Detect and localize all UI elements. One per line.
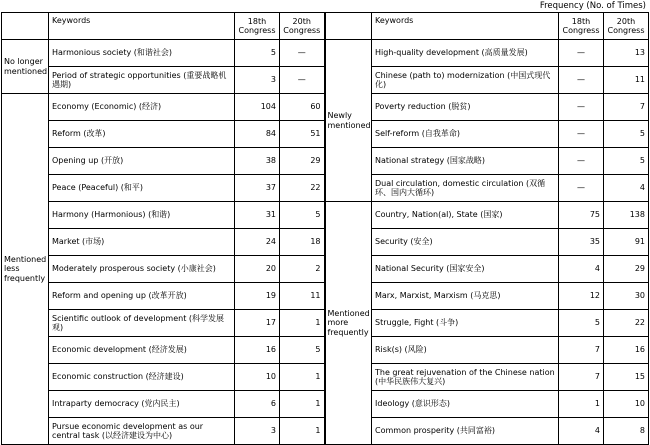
- right-keyword-cell: Ideology (意识形态): [372, 391, 559, 418]
- left-18th-value: 37: [235, 175, 280, 202]
- right-keyword-cell: High-quality development (高质量发展): [372, 40, 559, 67]
- right-keyword-cell: Security (安全): [372, 229, 559, 256]
- left-category-label: Mentioned less frequently: [2, 94, 49, 445]
- right-category-label: Newly mentioned: [325, 40, 372, 202]
- right-20th-value: 15: [604, 364, 649, 391]
- header-row: [2, 13, 649, 40]
- frequency-note: Frequency (No. of Times): [539, 1, 646, 11]
- right-18th-value: 5: [559, 310, 604, 337]
- right-18th-value: —: [559, 94, 604, 121]
- left-20th-header: 20th Congress: [280, 13, 325, 40]
- right-20th-value: 8: [604, 418, 649, 445]
- left-keyword-cell: Opening up (开放): [49, 148, 235, 175]
- left-20th-value: 18: [280, 229, 325, 256]
- right-18th-value: —: [559, 67, 604, 94]
- right-keyword-cell: Self-reform (自我革命): [372, 121, 559, 148]
- left-20th-value: 1: [280, 310, 325, 337]
- left-18th-header: 18th Congress: [235, 13, 280, 40]
- right-keyword-cell: Marx, Marxist, Marxism (马克思): [372, 283, 559, 310]
- right-20th-value: 138: [604, 202, 649, 229]
- left-18th-value: 24: [235, 229, 280, 256]
- right-20th-value: 4: [604, 175, 649, 202]
- left-18th-value: 20: [235, 256, 280, 283]
- left-keyword-cell: Moderately prosperous society (小康社会): [49, 256, 235, 283]
- right-18th-value: 35: [559, 229, 604, 256]
- table-row: [2, 40, 649, 67]
- right-20th-value: 13: [604, 40, 649, 67]
- table-row: [2, 202, 649, 229]
- right-category-label: Mentioned more frequently: [325, 202, 372, 445]
- right-keyword-cell: Country, Nation(al), State (国家): [372, 202, 559, 229]
- right-18th-header: 18th Congress: [559, 13, 604, 40]
- left-keyword-cell: Period of strategic opportunities (重要战略机遇期): [49, 67, 235, 94]
- left-20th-value: 5: [280, 337, 325, 364]
- left-keyword-cell: Peace (Peaceful) (和平): [49, 175, 235, 202]
- right-18th-value: 7: [559, 364, 604, 391]
- right-18th-value: 12: [559, 283, 604, 310]
- left-18th-value: 84: [235, 121, 280, 148]
- right-keyword-cell: Chinese (path to) modernization (中国式现代化): [372, 67, 559, 94]
- right-keyword-cell: Risk(s) (风险): [372, 337, 559, 364]
- left-18th-value: 3: [235, 418, 280, 445]
- right-20th-header: 20th Congress: [604, 13, 649, 40]
- left-18th-value: 3: [235, 67, 280, 94]
- left-18th-value: 10: [235, 364, 280, 391]
- left-category-header: [2, 13, 49, 40]
- right-keyword-cell: Poverty reduction (脱贫): [372, 94, 559, 121]
- right-keyword-cell: Dual circulation, domestic circulation (双循环、国内大循环): [372, 175, 559, 202]
- right-20th-value: 5: [604, 148, 649, 175]
- right-keyword-cell: National strategy (国家战略): [372, 148, 559, 175]
- right-keyword-cell: The great rejuvenation of the Chinese nation (中华民族伟大复兴): [372, 364, 559, 391]
- left-keyword-cell: Economic construction (经济建设): [49, 364, 235, 391]
- left-20th-value: 1: [280, 364, 325, 391]
- right-20th-value: 5: [604, 121, 649, 148]
- left-keyword-cell: Market (市场): [49, 229, 235, 256]
- right-keyword-cell: Common prosperity (共同富裕): [372, 418, 559, 445]
- left-category-label: No longer mentioned: [2, 40, 49, 94]
- left-18th-value: 16: [235, 337, 280, 364]
- left-keyword-cell: Scientific outlook of development (科学发展观): [49, 310, 235, 337]
- left-keyword-cell: Reform and opening up (改革开放): [49, 283, 235, 310]
- right-20th-value: 30: [604, 283, 649, 310]
- left-20th-value: 1: [280, 418, 325, 445]
- right-18th-value: —: [559, 175, 604, 202]
- left-20th-value: 51: [280, 121, 325, 148]
- left-keyword-cell: Harmony (Harmonious) (和谐): [49, 202, 235, 229]
- right-20th-value: 29: [604, 256, 649, 283]
- left-20th-value: 29: [280, 148, 325, 175]
- left-18th-value: 104: [235, 94, 280, 121]
- right-keywords-header: Keywords: [372, 13, 559, 40]
- right-20th-value: 7: [604, 94, 649, 121]
- left-20th-value: 2: [280, 256, 325, 283]
- left-keyword-cell: Pursue economic development as our central task (以经济建设为中心): [49, 418, 235, 445]
- right-20th-value: 91: [604, 229, 649, 256]
- left-20th-value: 22: [280, 175, 325, 202]
- right-18th-value: 7: [559, 337, 604, 364]
- left-18th-value: 5: [235, 40, 280, 67]
- left-20th-value: 11: [280, 283, 325, 310]
- right-18th-value: 1: [559, 391, 604, 418]
- right-20th-value: 11: [604, 67, 649, 94]
- left-18th-value: 31: [235, 202, 280, 229]
- right-18th-value: 4: [559, 418, 604, 445]
- left-keyword-cell: Economic development (经济发展): [49, 337, 235, 364]
- left-keywords-header: Keywords: [49, 13, 235, 40]
- right-18th-value: —: [559, 148, 604, 175]
- left-keyword-cell: Intraparty democracy (党内民主): [49, 391, 235, 418]
- right-20th-value: 22: [604, 310, 649, 337]
- left-20th-value: —: [280, 40, 325, 67]
- left-keyword-cell: Harmonious society (和谐社会): [49, 40, 235, 67]
- right-category-header: [325, 13, 372, 40]
- left-20th-value: 60: [280, 94, 325, 121]
- right-18th-value: 4: [559, 256, 604, 283]
- right-18th-value: 75: [559, 202, 604, 229]
- right-20th-value: 16: [604, 337, 649, 364]
- left-20th-value: —: [280, 67, 325, 94]
- left-18th-value: 6: [235, 391, 280, 418]
- left-keyword-cell: Economy (Economic) (经济): [49, 94, 235, 121]
- left-18th-value: 19: [235, 283, 280, 310]
- right-18th-value: —: [559, 40, 604, 67]
- left-keyword-cell: Reform (改革): [49, 121, 235, 148]
- right-18th-value: —: [559, 121, 604, 148]
- keyword-frequency-table: [1, 12, 649, 445]
- left-20th-value: 1: [280, 391, 325, 418]
- right-20th-value: 10: [604, 391, 649, 418]
- right-keyword-cell: Struggle, Fight (斗争): [372, 310, 559, 337]
- left-18th-value: 17: [235, 310, 280, 337]
- right-keyword-cell: National Security (国家安全): [372, 256, 559, 283]
- left-20th-value: 5: [280, 202, 325, 229]
- left-18th-value: 38: [235, 148, 280, 175]
